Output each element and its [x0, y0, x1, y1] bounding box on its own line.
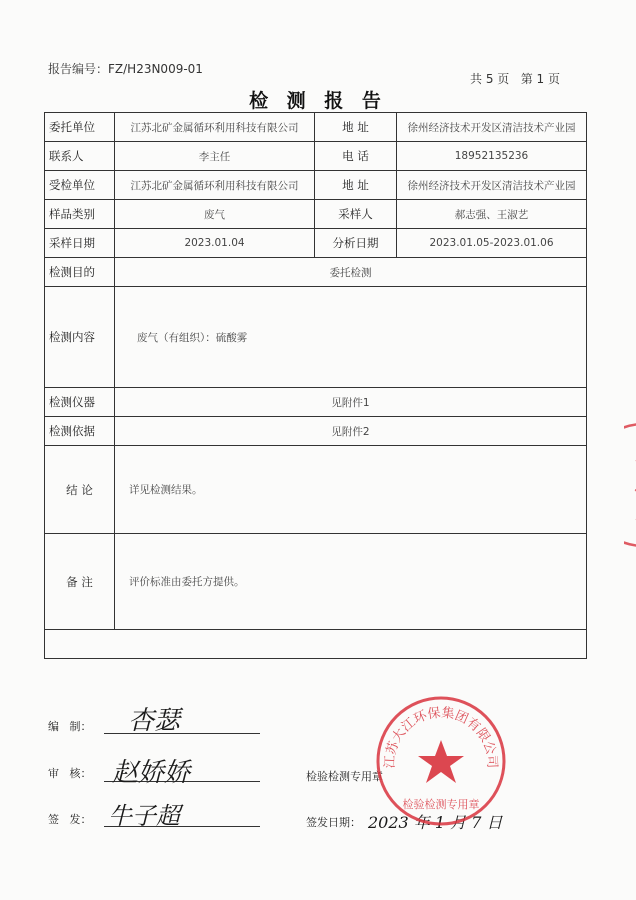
- inspected-address-label: 地 址: [315, 171, 397, 200]
- instrument-value: 见附件1: [115, 388, 587, 417]
- purpose-label: 检测目的: [45, 258, 115, 287]
- conclusion-label: 结 论: [45, 446, 115, 534]
- contact-label: 联系人: [45, 142, 115, 171]
- compiler-signature: 杏瑟: [128, 706, 181, 736]
- sampler-value: 郝志强、王淑艺: [397, 200, 587, 229]
- approver-label: 签 发：: [48, 813, 92, 826]
- analysis-date-value: 2023.01.05-2023.01.06: [397, 229, 587, 258]
- seal-subtext: 检验检测专用章: [402, 798, 480, 811]
- purpose-value: 委托检测: [115, 258, 587, 287]
- issue-date: 2023 年 1 月 7 日: [368, 813, 503, 832]
- address-value: 徐州经济技术开发区清洁技术产业园: [397, 113, 587, 142]
- sampling-date-label: 采样日期: [45, 229, 115, 258]
- seal-label: 检验检测专用章: [306, 770, 383, 783]
- issue-date-label: 签发日期：: [306, 816, 361, 829]
- approver-signature: 牛子超: [108, 802, 180, 830]
- remark-value: 评价标准由委托方提供。: [115, 534, 587, 630]
- table-row: [45, 534, 587, 630]
- table-row: [45, 388, 587, 417]
- inspected-unit-label: 受检单位: [45, 171, 115, 200]
- basis-label: 检测依据: [45, 417, 115, 446]
- reviewer-signature: 赵娇娇: [112, 758, 191, 788]
- reviewer-label: 审 核：: [48, 767, 92, 780]
- side-seal-fragment: [624, 420, 636, 550]
- content-value: 废气（有组织）：硫酸雾: [115, 287, 587, 388]
- table-row: [45, 142, 587, 171]
- star-icon: [418, 740, 464, 783]
- company-seal: [372, 692, 510, 830]
- contact-value: 李主任: [115, 142, 315, 171]
- address-label: 地 址: [315, 113, 397, 142]
- table-row: [45, 417, 587, 446]
- sample-type-label: 样品类别: [45, 200, 115, 229]
- report-number: 报告编号：FZ/H23N009-01: [48, 62, 203, 76]
- analysis-date-label: 分析日期: [315, 229, 397, 258]
- table-row: [45, 229, 587, 258]
- content-label: 检测内容: [45, 287, 115, 388]
- instrument-label: 检测仪器: [45, 388, 115, 417]
- page-count: 共 5 页 第 1 页: [470, 72, 560, 86]
- signature-area: [45, 630, 587, 659]
- sampler-label: 采样人: [315, 200, 397, 229]
- table-row: [45, 171, 587, 200]
- table-row: [45, 200, 587, 229]
- seal-text: 江苏大江环保集团有限公司: [382, 705, 500, 769]
- basis-value: 见附件2: [115, 417, 587, 446]
- client-value: 江苏北矿金属循环利用科技有限公司: [115, 113, 315, 142]
- client-label: 委托单位: [45, 113, 115, 142]
- report-table: [44, 112, 587, 659]
- compiler-label: 编 制：: [48, 720, 92, 733]
- table-row: [45, 446, 587, 534]
- inspected-address-value: 徐州经济技术开发区清洁技术产业园: [397, 171, 587, 200]
- phone-label: 电 话: [315, 142, 397, 171]
- table-row: [45, 258, 587, 287]
- inspected-unit-value: 江苏北矿金属循环利用科技有限公司: [115, 171, 315, 200]
- table-row: [45, 287, 587, 388]
- sampling-date-value: 2023.01.04: [115, 229, 315, 258]
- remark-label: 备 注: [45, 534, 115, 630]
- signature-row: [45, 630, 587, 659]
- sample-type-value: 废气: [115, 200, 315, 229]
- conclusion-value: 详见检测结果。: [115, 446, 587, 534]
- table-row: [45, 113, 587, 142]
- page-title: 检 测 报 告: [249, 90, 387, 112]
- phone-value: 18952135236: [397, 142, 587, 171]
